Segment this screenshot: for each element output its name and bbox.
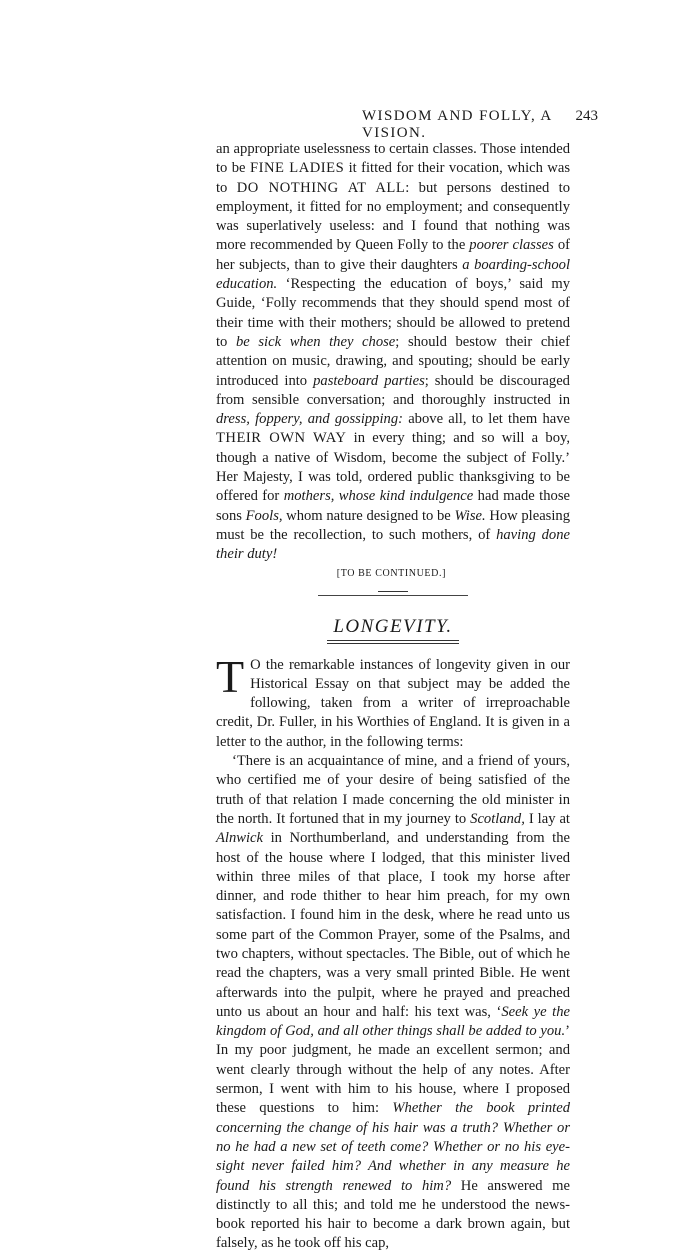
italic-text: Fools, <box>245 507 283 524</box>
italic-text: dress, foppery, and gossipping: <box>216 411 403 428</box>
divider-short <box>378 591 408 592</box>
header-title: WISDOM AND FOLLY, A VISION. <box>362 108 552 141</box>
italic-text: Wise. <box>454 507 486 524</box>
text-run: in every thing; and so will a boy, though a native of Wisdom, become the subject of Folly.’ Her Majesty, I was told, ordered public thanksgiving to be offered for <box>216 430 570 505</box>
divider-long <box>318 595 468 596</box>
italic-text: Seek ye the kingdom of God, and all other things shall be added to you. <box>216 1003 570 1040</box>
text-run: ‘There is an acquaintance of mine, and a friend of yours, who certified me of your desire of being satisfied of the truth of that relation I made concerning the old minister in the north. It fortuned that in my journey to <box>216 753 570 827</box>
italic-text: pasteboard parties <box>313 372 425 389</box>
to-be-continued-note: [TO BE CONTINUED.] <box>336 567 446 579</box>
paragraph-wisdom-folly <box>216 140 570 565</box>
paragraph-longevity-intro <box>216 650 570 752</box>
text-run: : but persons destined to employment, it fitted for no employment; and consequently was superlatively useless: and I found that nothing was more recommended by Queen Folly to the <box>216 179 571 254</box>
italic-text: having done their duty! <box>216 526 570 563</box>
text-run: an appropriate uselessness to certain classes. Those intended to be <box>216 141 570 177</box>
paragraph-letter <box>216 752 570 1254</box>
text-run: ; should bestow their chief attention on music, drawing, and spouting; should be early introduced into <box>216 333 571 389</box>
running-header <box>216 108 598 141</box>
italic-text: Alnwick <box>216 830 264 847</box>
text-run: I lay at <box>524 810 570 827</box>
drop-cap: T <box>216 650 245 702</box>
italic-text: Whether the book printed concerning the change of his hair was a truth? Whether or no he had a new set of teeth come? Whether or no his eye-sight never failed him? And whether in any measure he found his strength renewed to him? <box>216 1100 570 1194</box>
italic-text: be sick when they chose <box>235 333 396 350</box>
italic-text: Scotland, <box>470 810 525 827</box>
small-caps-text: THEIR OWN WAY <box>216 430 347 447</box>
text-run: ; should be discouraged from sensible conversation; and thoroughly instructed in <box>216 372 570 408</box>
title-underline-second <box>327 643 459 644</box>
page-number: 243 <box>575 108 598 124</box>
section-title: LONGEVITY. <box>333 615 453 637</box>
text-run: in Northumberland, and understanding from the host of the house where I lodged, that this minister lived within three miles of that place, I took my horse after dinner, and rode thither to hear him preach, for my own satisfaction. I found him in the desk, where he read unto us some part of the Common Prayer, some of the Psalms, and two chapters, without spectacles. The Bible, out of which he read the chapters, was a very small printed Bible. He went afterwards into the pulpit, where he prayed and preached unto us about an hour and half: his text was, ‘ <box>216 830 570 1020</box>
text-run: had made those sons <box>216 488 570 524</box>
small-caps-text: DO NOTHING AT ALL <box>236 179 406 196</box>
italic-text: a boarding-school education. <box>216 256 570 293</box>
text-run: of her subjects, than to give their daughters <box>216 237 570 273</box>
text-run: O the remarkable instances of longevity given in our Historical Essay on that subject may be added the following, taken from a writer of irreproachable credit, Dr. Fuller, in his Worthies of England. It is given in a letter to the author, in the following terms: <box>216 656 570 750</box>
title-underline <box>327 640 459 641</box>
text-run: whom nature designed to be <box>282 507 455 524</box>
text-run: ’ In my poor judgment, he made an excellent sermon; and went clearly through without the help of any notes. After sermon, I went with him to his house, where I proposed these questions to him: <box>216 1023 570 1117</box>
italic-text: mothers, whose kind indulgence <box>283 488 474 505</box>
text-run: it fitted for their vocation, which was to <box>216 160 571 196</box>
text-run: How pleasing must be the recollection, to such mothers, of <box>216 507 571 543</box>
text-run: above all, to let them have <box>402 411 570 428</box>
text-run: He answered me distinctly to all this; and told me he understood the news-book reported his hair to become a dark brown again, but falsely, as he took off his cap, <box>216 1177 570 1252</box>
text-run: ‘Respecting the education of boys,’ said my Guide, ‘Folly recommends that they should spend most of their time with their mothers; should be allowed to pretend to <box>216 276 570 350</box>
small-caps-text: FINE LADIES <box>249 160 345 177</box>
italic-text: poorer classes <box>469 237 554 254</box>
